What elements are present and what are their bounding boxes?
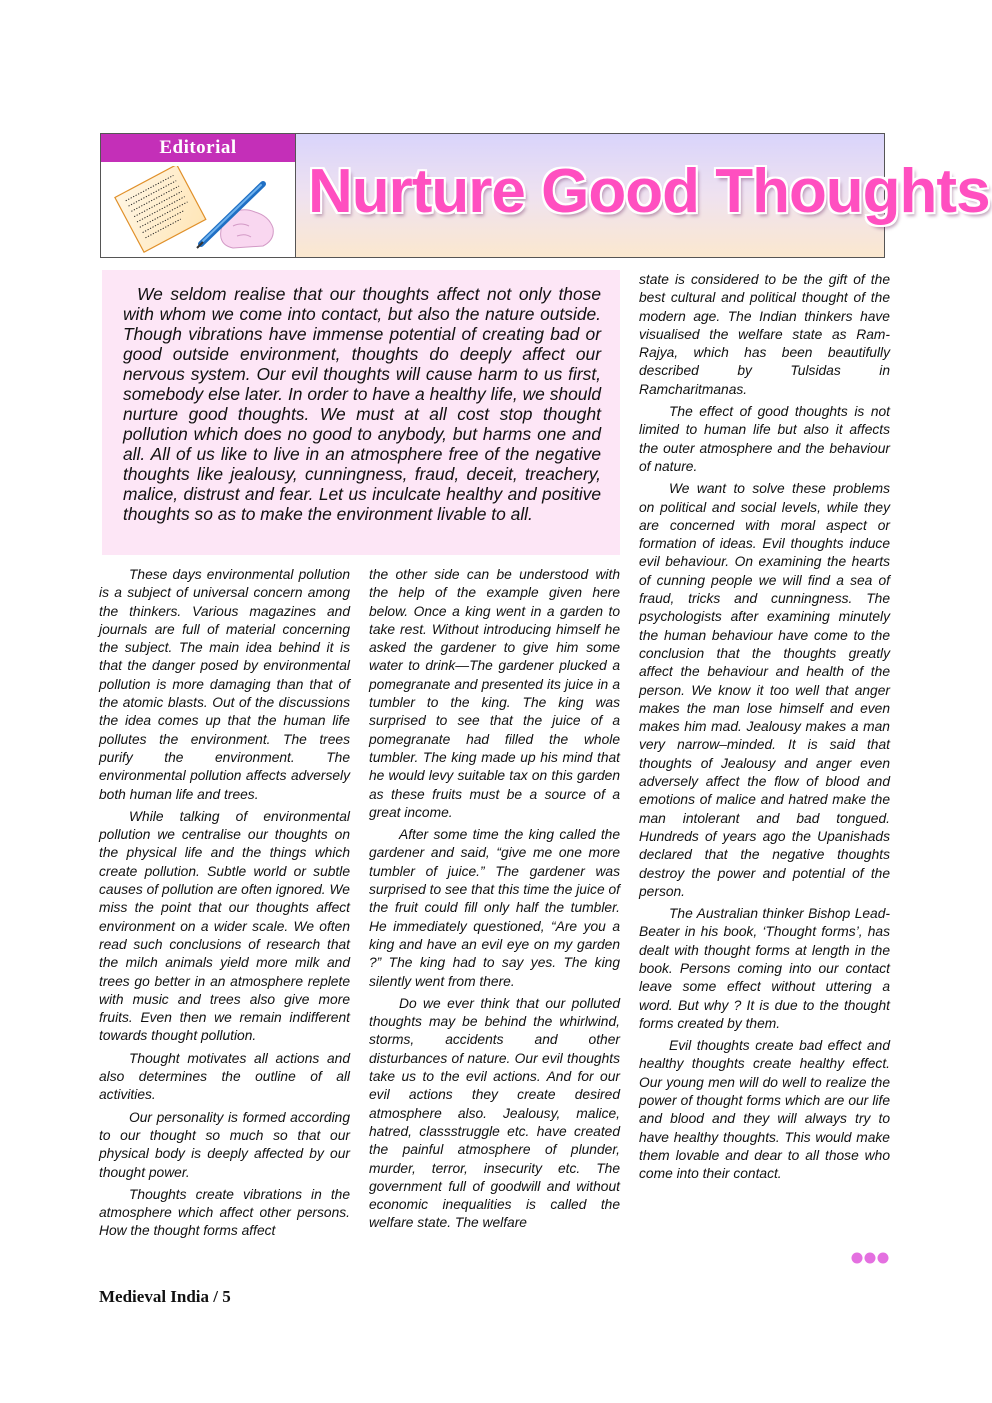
header-left-panel (101, 134, 296, 257)
paragraph: Do we ever think that our polluted thoughts may be behind the whirlwind, storms, accidents and other disturbances of nature. Our evil thoughts take us to the evil actions. And for our evil actions they create desired atmosphere also. Jealousy, malice, hatred, classstruggle etc. have created the painful atmosphere of plunder, murder, terror, insecurity etc. The government full of goodwill and without economic inequalities is called the welfare state. The welfare (369, 995, 620, 1231)
header-title-panel (296, 134, 990, 257)
end-marker-dots-icon (851, 1251, 891, 1265)
paragraph: Thought motivates all actions and also determines the outline of all activities. (99, 1050, 350, 1103)
paragraph: The effect of good thoughts is not limited to human life but also it affects the outer atmosphere and the behaviour of nature. (639, 404, 890, 474)
paragraph: the other side can be understood with the help of the example given here below. Once a king went in a garden to take rest. Without introducing himself he asked the gardener to give him some water to drink—The gardener plucked a pomegranate and presented its juice in a tumbler to the king. The king was surprised to see that the juice of a pomegranate had filled the whole tumbler. The king made up his mind that he would levy suitable tax on this garden as these fruits must be a source of a great income. (369, 567, 620, 820)
paragraph: While talking of environmental pollution we centralise our thoughts on the physical life and the things which create pollution. Subtle world or subtle causes of pollution are often ignored. We miss the point that our thoughts affect environment on a wider scale. We often read such conclusions of research that the milch animals yield more milk and trees go better in an atmosphere replete with music and trees also give more fruits. Even then we remain indifferent towards thought pollution. (99, 808, 350, 1044)
paragraph: We want to solve these problems on political and social levels, while they are concerned with moral aspect or formation of ideas. Evil thoughts induce evil behaviour. On examining the hearts of cunning people we will find a sea of fraud, tricks and cunningness. The psychologists after examining minutely the human behaviour have come to the conclusion that the thoughts greatly affect the behaviour and health of the person. We know it too well that anger makes the man lose himself and even makes him mad. Jealousy makes a man very narrow–minded. It is said that thoughts of Jealousy and anger even adversely affect the flow of blood and emotions of malice and hatred make the man intolerant and bad tongued. Hundreds of years ago the Upanishads declared that the negative thoughts destroy the power and potential of the person. (639, 481, 890, 899)
page-title: Nurture Good Thoughts (308, 157, 990, 226)
section-tag: Editorial (101, 134, 295, 162)
paragraph: Our personality is formed according to our thought so much so that our physical body is deeply affected by our thought power. (99, 1109, 350, 1180)
paragraph: After some time the king called the gardener and said, “give me one more tumbler of juice.” The gardener was surprised to see that this time the juice of the fruit could fill only half the tumbler. He immediately questioned, “Are you a king and have an evil eye on my garden ?” The king had to say yes. The king silently went from there. (369, 827, 620, 989)
article-column-1 (99, 566, 350, 1245)
writing-hand-pen-icon (109, 166, 284, 254)
intro-paragraph: We seldom realise that our thoughts affect not only those with whom we come into contact, but also the nature outside. Though vibrations have immense potential of creating bad or good outside environment, thoughts do deeply affect our nervous system. Our evil thoughts will cause harm to us first, somebody else later. In order to have a healthy life, we should nurture good thoughts. We must at all cost stop thought pollution which does no good to anybody, but harms one and all. All of us like to live in an atmosphere free of the negative thoughts like jealousy, cunningness, fraud, deceit, treachery, malice, distrust and fear. Let us inculcate healthy and positive thoughts so as to make the environment livable to all. (123, 284, 601, 524)
editorial-header (100, 133, 990, 258)
paragraph: The Australian thinker Bishop Lead-Beater in his book, ‘Thought forms’, has dealt with thought forms at length in the book. Persons coming into our contact leave some effect without uttering a word. But why ? It is due to the thought forms created by them. (639, 906, 890, 1031)
article-column-3 (639, 271, 890, 1188)
paragraph: Thoughts create vibrations in the atmosphere which affect other persons. How the thought forms affect (99, 1186, 350, 1239)
paragraph: state is considered to be the gift of the best cultural and political thought of the modern age. The Indian thinkers have visualised the welfare state as Ram-Rajya, which has been beautifully described by Tulsidas in Ramcharitmanas. (639, 272, 890, 397)
paragraph: These days environmental pollution is a subject of universal concern among the thinkers. Various magazines and journals are full of material concerning the subject. The main idea behind it is that the danger posed by environmental pollution is more damaging than that of the atomic blasts. Out of the discussions the idea comes up that the human life pollutes the environment. The trees purify the environment. The environmental pollution affects adversely both human life and trees. (99, 567, 350, 802)
page-footer: Medieval India / 5 (99, 1287, 231, 1306)
article-column-2 (369, 566, 620, 1237)
paragraph: Evil thoughts create bad effect and healthy thoughts create healthy effect. Our young men will do well to realize the power of thought forms which are our life and blood and they will always try to have healthy thoughts. This would make them lovable and dear to all those who come into their contact. (639, 1038, 890, 1182)
